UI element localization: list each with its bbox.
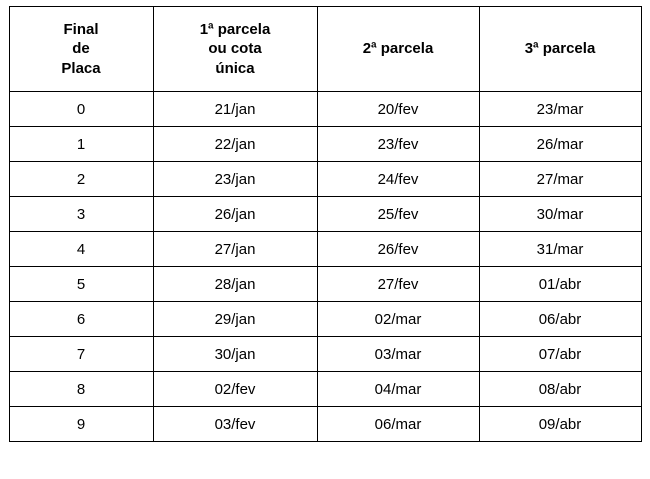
cell-parcela-2: 20/fev: [317, 92, 479, 127]
column-header-segunda-parcela: [317, 7, 479, 92]
cell-parcela-1: 02/fev: [153, 372, 317, 407]
cell-parcela-2: 24/fev: [317, 162, 479, 197]
cell-final-placa: 1: [9, 127, 153, 162]
header-line: única: [215, 59, 255, 77]
header-line: de: [72, 40, 90, 58]
cell-final-placa: 9: [9, 407, 153, 442]
header-line: 2ª parcela: [362, 40, 434, 58]
table-row: [9, 302, 641, 337]
header-line: 1ª parcela: [199, 21, 271, 39]
cell-parcela-2: 26/fev: [317, 232, 479, 267]
column-header-primeira-parcela: [153, 7, 317, 92]
table-row: [9, 267, 641, 302]
cell-final-placa: 4: [9, 232, 153, 267]
cell-parcela-1: 26/jan: [153, 197, 317, 232]
cell-parcela-1: 22/jan: [153, 127, 317, 162]
cell-parcela-3: 26/mar: [479, 127, 641, 162]
cell-final-placa: 3: [9, 197, 153, 232]
header-line: 3ª parcela: [524, 40, 596, 58]
table-row: [9, 407, 641, 442]
cell-parcela-3: 07/abr: [479, 337, 641, 372]
cell-final-placa: 7: [9, 337, 153, 372]
cell-parcela-3: 23/mar: [479, 92, 641, 127]
cell-final-placa: 8: [9, 372, 153, 407]
cell-parcela-1: 30/jan: [153, 337, 317, 372]
cell-parcela-3: 31/mar: [479, 232, 641, 267]
cell-parcela-3: 27/mar: [479, 162, 641, 197]
cell-parcela-1: 29/jan: [153, 302, 317, 337]
table-row: [9, 92, 641, 127]
cell-parcela-1: 27/jan: [153, 232, 317, 267]
table-row: [9, 372, 641, 407]
cell-parcela-2: 23/fev: [317, 127, 479, 162]
cell-parcela-1: 03/fev: [153, 407, 317, 442]
cell-final-placa: 6: [9, 302, 153, 337]
cell-parcela-3: 08/abr: [479, 372, 641, 407]
cell-parcela-1: 28/jan: [153, 267, 317, 302]
cell-final-placa: 5: [9, 267, 153, 302]
cell-parcela-2: 06/mar: [317, 407, 479, 442]
table-row: [9, 127, 641, 162]
cell-final-placa: 2: [9, 162, 153, 197]
table-body: [9, 92, 641, 442]
cell-parcela-3: 30/mar: [479, 197, 641, 232]
cell-parcela-1: 21/jan: [153, 92, 317, 127]
cell-parcela-2: 02/mar: [317, 302, 479, 337]
table-header: [9, 7, 641, 92]
cell-parcela-2: 25/fev: [317, 197, 479, 232]
table-row: [9, 232, 641, 267]
cell-parcela-2: 03/mar: [317, 337, 479, 372]
header-line: Final: [63, 21, 99, 39]
header-line: ou cota: [208, 40, 262, 58]
payment-schedule-table: [9, 6, 642, 442]
cell-parcela-2: 04/mar: [317, 372, 479, 407]
header-row: [9, 7, 641, 92]
cell-parcela-2: 27/fev: [317, 267, 479, 302]
cell-parcela-3: 06/abr: [479, 302, 641, 337]
table-row: [9, 337, 641, 372]
cell-parcela-3: 09/abr: [479, 407, 641, 442]
table-row: [9, 197, 641, 232]
cell-parcela-3: 01/abr: [479, 267, 641, 302]
header-line: Placa: [61, 59, 101, 77]
column-header-final-de-placa: [9, 7, 153, 92]
column-header-terceira-parcela: [479, 7, 641, 92]
table-row: [9, 162, 641, 197]
cell-final-placa: 0: [9, 92, 153, 127]
cell-parcela-1: 23/jan: [153, 162, 317, 197]
